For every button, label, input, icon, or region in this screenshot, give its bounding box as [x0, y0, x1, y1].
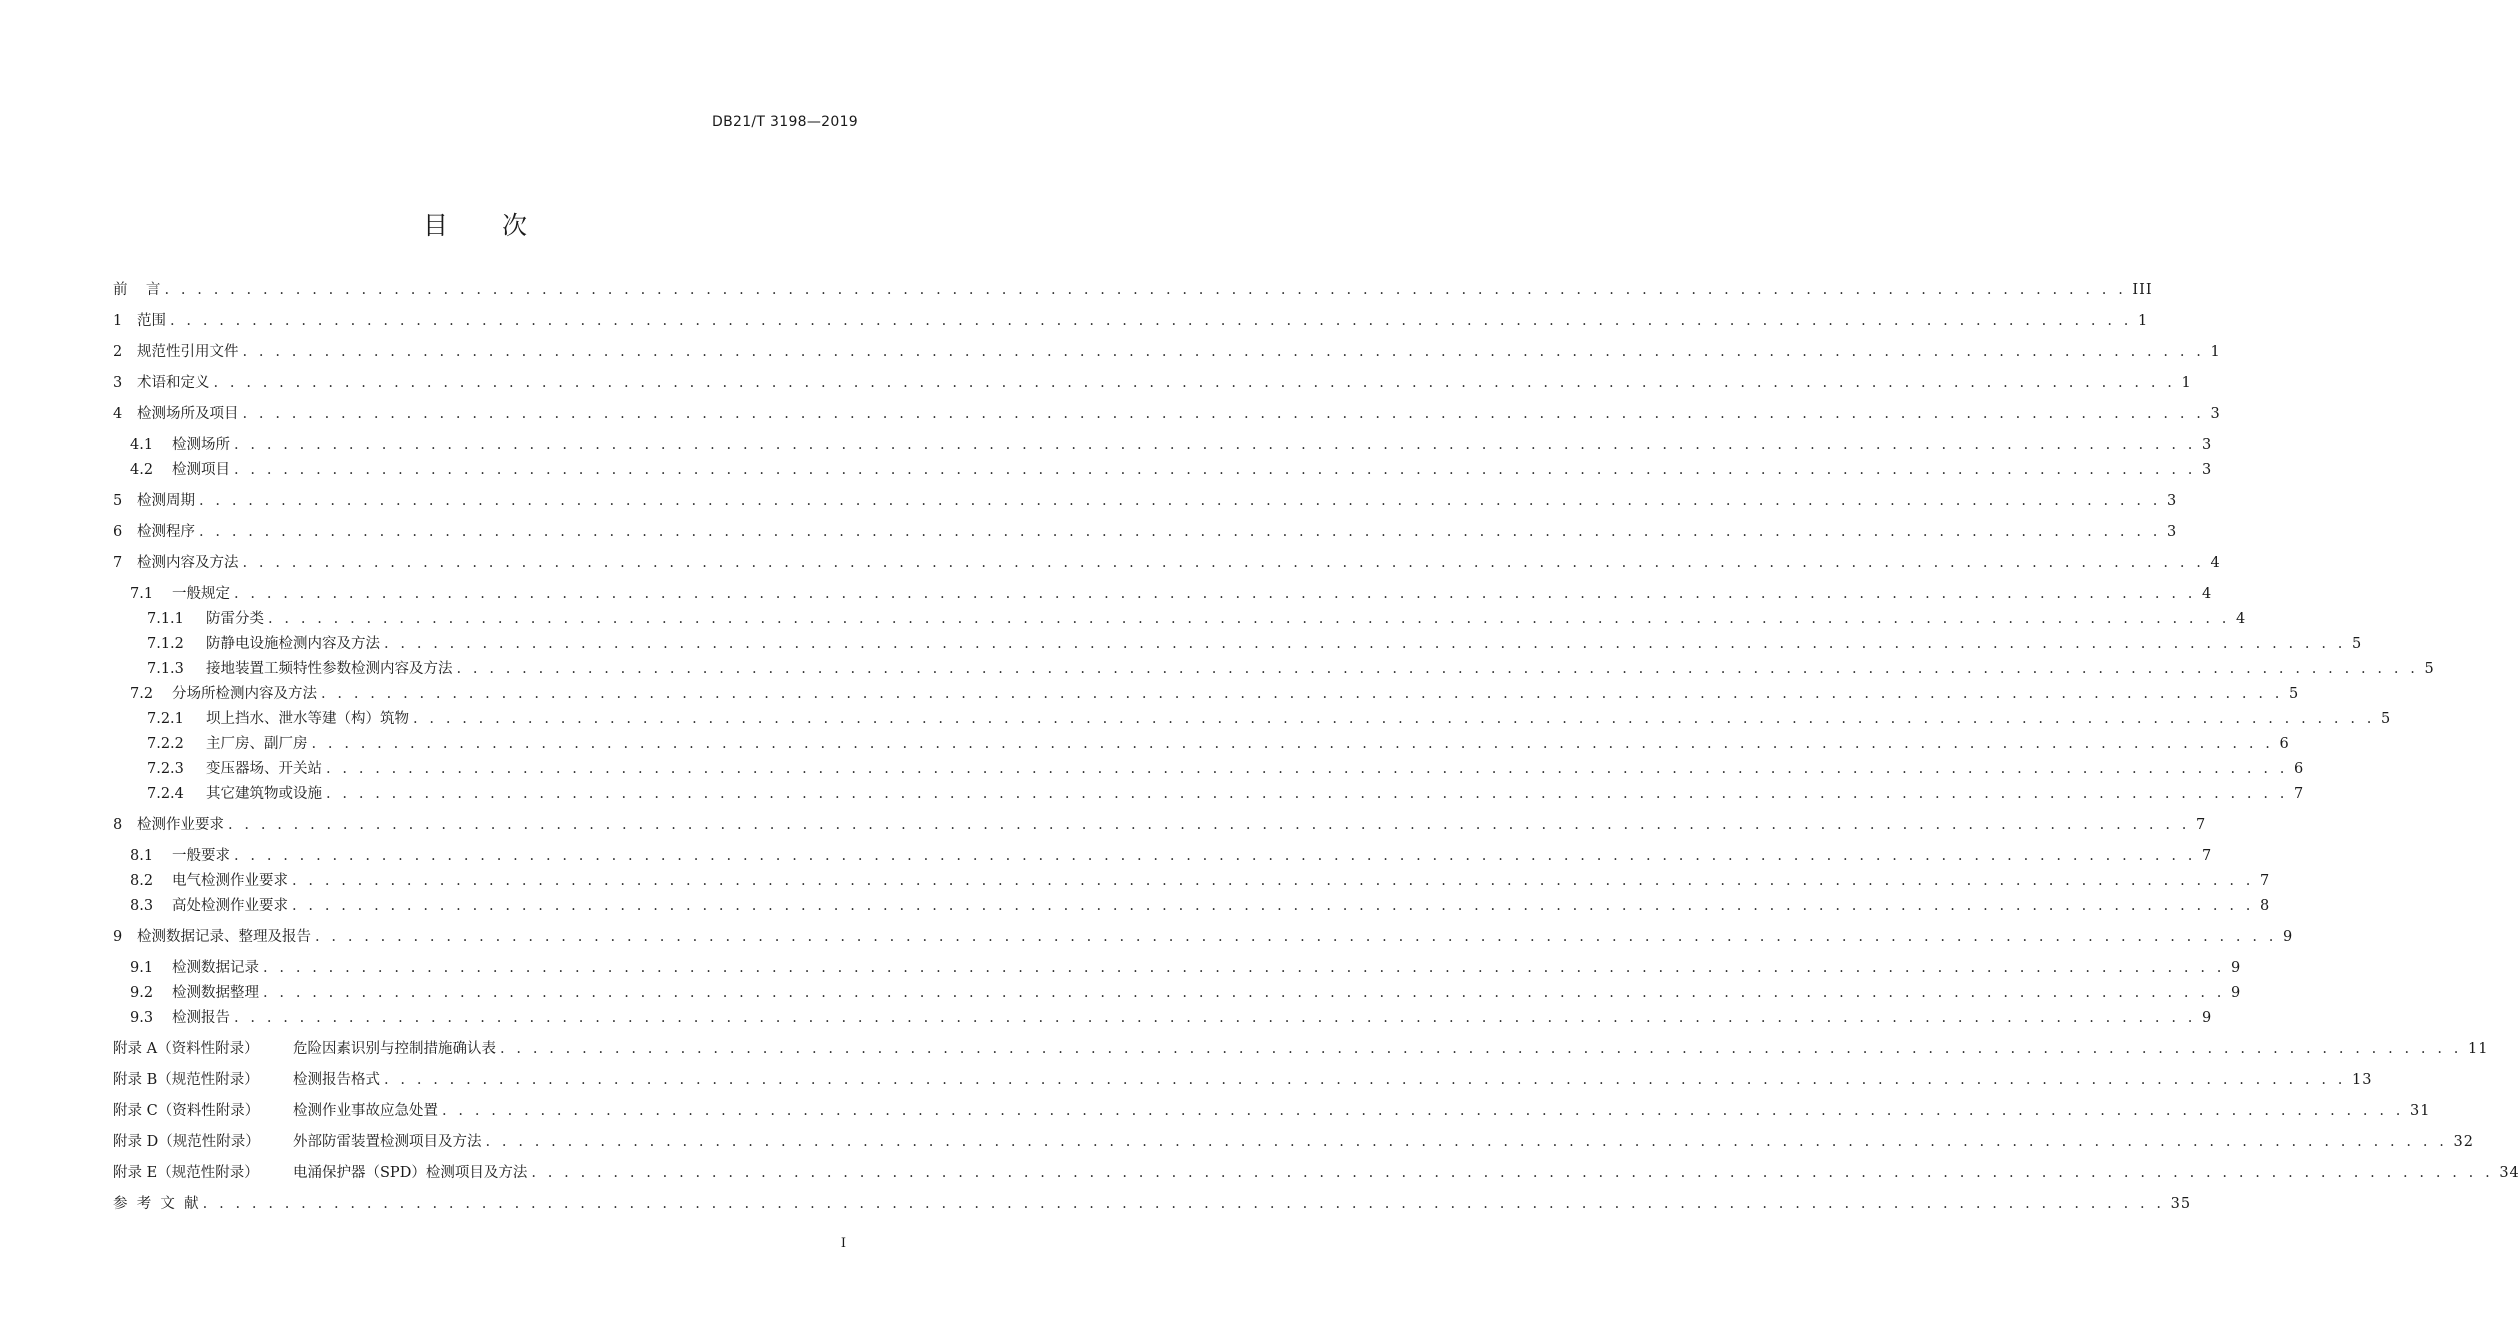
toc-entry-page: 4 [2201, 586, 2213, 602]
toc-entry-number: 8.3 [130, 898, 154, 914]
toc-entry-label: 外部防雷装置检测项目及方法 [293, 1134, 482, 1150]
toc-entry-label: 主厂房、副厂房 [206, 736, 308, 752]
toc-leader-dots: . . . . . . . . . . . . . . . . . . . . . . . . . . . . . . . . . . . . . . . . . . . . . . . . . . . . . . . . . . . . . . . . . . . . . . . . . . . . . . . . . . . . . . . . . . . . . . . . . . . . . . . . . . . . . . . . . . . . . . . . [263, 985, 2225, 1001]
toc-entry[interactable] [113, 402, 2221, 424]
toc-entry-number: 7.2.4 [147, 786, 184, 802]
title-char-1: 目 [423, 211, 449, 240]
toc-entry-label: 其它建筑物或设施 [206, 786, 322, 802]
toc-entry-label: 检测项目 [172, 462, 230, 478]
toc-entry-number: 7 [113, 555, 123, 571]
toc-entry[interactable] [113, 607, 2247, 629]
toc-entry-number: 8.2 [130, 873, 154, 889]
toc-leader-dots: . . . . . . . . . . . . . . . . . . . . . . . . . . . . . . . . . . . . . . . . . . . . . . . . . . . . . . . . . . . . . . . . . . . . . . . . . . . . . . . . . . . . . . . . . . . . . . . . . . . . . . . . . . . . . . . . . . . . . . . . [234, 1010, 2196, 1026]
toc-entry-label: 检测场所 [172, 437, 230, 453]
toc-entry-page: 3 [2201, 462, 2213, 478]
toc-entry-label: 坝上挡水、泄水等建（构）筑物 [206, 711, 409, 727]
toc-entry-number: 3 [113, 375, 123, 391]
toc-entry[interactable] [113, 433, 2213, 455]
toc-entry-number: 附录 B（规范性附录） [113, 1072, 259, 1088]
toc-entry-label: 参 考 文 献 [113, 1196, 199, 1212]
toc-entry-page: 4 [2235, 611, 2247, 627]
toc-entry-number: 9 [113, 929, 123, 945]
toc-entry-label: 检测数据整理 [172, 985, 259, 1001]
toc-entry-label: 检测数据记录、整理及报告 [137, 929, 311, 945]
toc-entry-number: 8 [113, 817, 123, 833]
toc-leader-dots: . . . . . . . . . . . . . . . . . . . . . . . . . . . . . . . . . . . . . . . . . . . . . . . . . . . . . . . . . . . . . . . . . . . . . . . . . . . . . . . . . . . . . . . . . . . . . . . . . . . . . . . . . . . . . . . . . . . . . . . . [199, 524, 2161, 540]
toc-entry-label: 变压器场、开关站 [206, 761, 322, 777]
toc-entry-number: 9.1 [130, 960, 154, 976]
toc-entry-page: 34 [2499, 1165, 2520, 1181]
toc-leader-dots: . . . . . . . . . . . . . . . . . . . . . . . . . . . . . . . . . . . . . . . . . . . . . . . . . . . . . . . . . . . . . . . . . . . . . . . . . . . . . . . . . . . . . . . . . . . . . . . . . . . . . . . . . . . . . . . . . . . . . . . . [315, 929, 2277, 945]
toc-entry-page: 1 [2210, 344, 2221, 360]
toc-entry-number: 8.1 [130, 848, 154, 864]
toc-entry-label: 高处检测作业要求 [172, 898, 288, 914]
toc-entry[interactable] [113, 844, 2213, 866]
toc-entry-number: 9.2 [130, 985, 154, 1001]
toc-entry[interactable] [113, 1192, 2192, 1214]
toc-entry-page: 7 [2201, 848, 2213, 864]
toc-entry[interactable] [113, 981, 2242, 1003]
toc-entry[interactable] [113, 956, 2242, 978]
toc-entry-label: 分场所检测内容及方法 [172, 686, 317, 702]
toc-leader-dots: . . . . . . . . . . . . . . . . . . . . . . . . . . . . . . . . . . . . . . . . . . . . . . . . . . . . . . . . . . . . . . . . . . . . . . . . . . . . . . . . . . . . . . . . . . . . . . . . . . . . . . . . . . . . . . . . . . . . . . . . [326, 786, 2288, 802]
toc-entry-label: 规范性引用文件 [137, 344, 239, 360]
toc-leader-dots: . . . . . . . . . . . . . . . . . . . . . . . . . . . . . . . . . . . . . . . . . . . . . . . . . . . . . . . . . . . . . . . . . . . . . . . . . . . . . . . . . . . . . . . . . . . . . . . . . . . . . . . . . . . . . . . . . . . . . . . . [456, 661, 2419, 677]
toc-entry-page: 9 [2201, 1010, 2213, 1026]
toc-leader-dots: . . . . . . . . . . . . . . . . . . . . . . . . . . . . . . . . . . . . . . . . . . . . . . . . . . . . . . . . . . . . . . . . . . . . . . . . . . . . . . . . . . . . . . . . . . . . . . . . . . . . . . . . . . . . . . . . . . . . . . . . [213, 375, 2176, 391]
toc-leader-dots: . . . . . . . . . . . . . . . . . . . . . . . . . . . . . . . . . . . . . . . . . . . . . . . . . . . . . . . . . . . . . . . . . . . . . . . . . . . . . . . . . . . . . . . . . . . . . . . . . . . . . . . . . . . . . . . . . . . . . . . . [384, 636, 2346, 652]
toc-leader-dots: . . . . . . . . . . . . . . . . . . . . . . . . . . . . . . . . . . . . . . . . . . . . . . . . . . . . . . . . . . . . . . . . . . . . . . . . . . . . . . . . . . . . . . . . . . . . . . . . . . . . . . . . . . . . . . . . . . . . . . . . [413, 711, 2375, 727]
toc-leader-dots: . . . . . . . . . . . . . . . . . . . . . . . . . . . . . . . . . . . . . . . . . . . . . . . . . . . . . . . . . . . . . . . . . . . . . . . . . . . . . . . . . . . . . . . . . . . . . . . . . . . . . . . . . . . . . . . . . . . . . . . . [500, 1041, 2462, 1057]
toc-entry-page: 9 [2230, 960, 2242, 976]
toc-entry[interactable] [113, 925, 2294, 947]
toc-entry-label: 检测作业要求 [137, 817, 224, 833]
standard-code: DB21/T 3198—2019 [712, 114, 858, 130]
toc-entry[interactable] [113, 1130, 2474, 1152]
toc-entry-page: 1 [2181, 375, 2192, 391]
toc-entry-page: III [2132, 282, 2153, 298]
toc-leader-dots: . . . . . . . . . . . . . . . . . . . . . . . . . . . . . . . . . . . . . . . . . . . . . . . . . . . . . . . . . . . . . . . . . . . . . . . . . . . . . . . . . . . . . . . . . . . . . . . . . . . . . . . . . . . . . . . . . . . . . . . . [242, 406, 2205, 422]
toc-entry-label: 检测报告 [172, 1010, 230, 1026]
toc-leader-dots: . . . . . . . . . . . . . . . . . . . . . . . . . . . . . . . . . . . . . . . . . . . . . . . . . . . . . . . . . . . . . . . . . . . . . . . . . . . . . . . . . . . . . . . . . . . . . . . . . . . . . . . . . . . . . . . . . . . . . . . . [292, 873, 2254, 889]
toc-entry-label: 防静电设施检测内容及方法 [206, 636, 380, 652]
toc-entry-label: 一般要求 [172, 848, 230, 864]
toc-leader-dots: . . . . . . . . . . . . . . . . . . . . . . . . . . . . . . . . . . . . . . . . . . . . . . . . . . . . . . . . . . . . . . . . . . . . . . . . . . . . . . . . . . . . . . . . . . . . . . . . . . . . . . . . . . . . . . . . . . . . . . . . [234, 586, 2196, 602]
toc-entry-label: 前 言 [113, 282, 161, 298]
toc-entry[interactable] [113, 1037, 2489, 1059]
toc-entry-page: 3 [2210, 406, 2221, 422]
toc-leader-dots: . . . . . . . . . . . . . . . . . . . . . . . . . . . . . . . . . . . . . . . . . . . . . . . . . . . . . . . . . . . . . . . . . . . . . . . . . . . . . . . . . . . . . . . . . . . . . . . . . . . . . . . . . . . . . . . . . . . . . . . . [234, 848, 2196, 864]
toc-entry-number: 4 [113, 406, 123, 422]
toc-entry-label: 术语和定义 [137, 375, 210, 391]
toc-leader-dots: . . . . . . . . . . . . . . . . . . . . . . . . . . . . . . . . . . . . . . . . . . . . . . . . . . . . . . . . . . . . . . . . . . . . . . . . . . . . . . . . . . . . . . . . . . . . . . . . . . . . . . . . . . . . . . . . . . . . . . . . [242, 344, 2205, 360]
toc-entry-label: 接地装置工频特性参数检测内容及方法 [206, 661, 453, 677]
toc-entry-number: 6 [113, 524, 123, 540]
toc-entry-label: 检测周期 [137, 493, 195, 509]
toc-entry-label: 检测内容及方法 [137, 555, 239, 571]
toc-entry-number: 7.2.2 [147, 736, 184, 752]
toc-entry-number: 附录 D（规范性附录） [113, 1134, 260, 1150]
toc-entry[interactable] [113, 869, 2271, 891]
toc-entry[interactable] [113, 340, 2221, 362]
toc-entry-page: 5 [2351, 636, 2363, 652]
toc-entry[interactable] [113, 707, 2392, 729]
toc-entry-page: 3 [2201, 437, 2213, 453]
toc-entry-page: 32 [2453, 1134, 2474, 1150]
toc-entry[interactable] [113, 489, 2178, 511]
toc-entry-number: 9.3 [130, 1010, 154, 1026]
toc-entry-number: 7.2.3 [147, 761, 184, 777]
toc-entry-page: 6 [2279, 736, 2290, 752]
toc-entry[interactable] [113, 278, 2153, 300]
toc-entry-page: 3 [2166, 493, 2178, 509]
toc-entry[interactable] [113, 582, 2213, 604]
toc-leader-dots: . . . . . . . . . . . . . . . . . . . . . . . . . . . . . . . . . . . . . . . . . . . . . . . . . . . . . . . . . . . . . . . . . . . . . . . . . . . . . . . . . . . . . . . . . . . . . . . . . . . . . . . . . . . . . . . . . . . . . . . . [170, 313, 2132, 329]
toc-entry-page: 9 [2230, 985, 2242, 1001]
toc-leader-dots: . . . . . . . . . . . . . . . . . . . . . . . . . . . . . . . . . . . . . . . . . . . . . . . . . . . . . . . . . . . . . . . . . . . . . . . . . . . . . . . . . . . . . . . . . . . . . . . . . . . . . . . . . . . . . . . . . . . . . . . . [202, 1196, 2165, 1212]
toc-entry-page: 31 [2409, 1103, 2431, 1119]
toc-entry-number: 4.2 [130, 462, 154, 478]
toc-entry-page: 11 [2467, 1041, 2489, 1057]
toc-entry-page: 35 [2170, 1196, 2192, 1212]
toc-entry[interactable] [113, 732, 2290, 754]
toc-leader-dots: . . . . . . . . . . . . . . . . . . . . . . . . . . . . . . . . . . . . . . . . . . . . . . . . . . . . . . . . . . . . . . . . . . . . . . . . . . . . . . . . . . . . . . . . . . . . . . . . . . . . . . . . . . . . . . . . . . . . . . . . [292, 898, 2254, 914]
toc-leader-dots: . . . . . . . . . . . . . . . . . . . . . . . . . . . . . . . . . . . . . . . . . . . . . . . . . . . . . . . . . . . . . . . . . . . . . . . . . . . . . . . . . . . . . . . . . . . . . . . . . . . . . . . . . . . . . . . . . . . . . . . . [164, 282, 2127, 298]
title-char-2: 次 [501, 211, 527, 240]
toc-leader-dots: . . . . . . . . . . . . . . . . . . . . . . . . . . . . . . . . . . . . . . . . . . . . . . . . . . . . . . . . . . . . . . . . . . . . . . . . . . . . . . . . . . . . . . . . . . . . . . . . . . . . . . . . . . . . . . . . . . . . . . . . [228, 817, 2190, 833]
toc-entry-number: 5 [113, 493, 123, 509]
toc-entry-label: 检测报告格式 [293, 1072, 380, 1088]
toc-leader-dots: . . . . . . . . . . . . . . . . . . . . . . . . . . . . . . . . . . . . . . . . . . . . . . . . . . . . . . . . . . . . . . . . . . . . . . . . . . . . . . . . . . . . . . . . . . . . . . . . . . . . . . . . . . . . . . . . . . . . . . . . [326, 761, 2288, 777]
toc-entry-number: 7.1.3 [147, 661, 184, 677]
toc-entry-label: 范围 [137, 313, 166, 329]
toc-entry[interactable] [113, 813, 2207, 835]
toc-entry-number: 7.1.1 [147, 611, 184, 627]
toc-entry-page: 7 [2293, 786, 2305, 802]
toc-entry[interactable] [113, 682, 2300, 704]
toc-entry-page: 6 [2293, 761, 2305, 777]
toc-entry-label: 检测程序 [137, 524, 195, 540]
toc-entry-page: 3 [2166, 524, 2178, 540]
toc-entry[interactable] [113, 1161, 2520, 1183]
toc-entry[interactable] [113, 894, 2271, 916]
toc-leader-dots: . . . . . . . . . . . . . . . . . . . . . . . . . . . . . . . . . . . . . . . . . . . . . . . . . . . . . . . . . . . . . . . . . . . . . . . . . . . . . . . . . . . . . . . . . . . . . . . . . . . . . . . . . . . . . . . . . . . . . . . . [234, 462, 2196, 478]
toc-entry-page: 5 [2288, 686, 2300, 702]
toc-entry-page: 5 [2424, 661, 2435, 677]
toc-entry[interactable] [113, 632, 2363, 654]
toc-entry-label: 检测数据记录 [172, 960, 259, 976]
toc-entry[interactable] [113, 782, 2305, 804]
toc-entry-label: 电涌保护器（SPD）检测项目及方法 [293, 1165, 528, 1181]
toc-entry-label: 防雷分类 [206, 611, 264, 627]
toc-entry-number: 附录 E（规范性附录） [113, 1165, 259, 1181]
toc-entry-page: 1 [2137, 313, 2149, 329]
toc-entry-number: 1 [113, 313, 123, 329]
toc-entry-label: 检测作业事故应急处置 [293, 1103, 438, 1119]
toc-entry-number: 7.2.1 [147, 711, 184, 727]
toc-leader-dots: . . . . . . . . . . . . . . . . . . . . . . . . . . . . . . . . . . . . . . . . . . . . . . . . . . . . . . . . . . . . . . . . . . . . . . . . . . . . . . . . . . . . . . . . . . . . . . . . . . . . . . . . . . . . . . . . . . . . . . . . [268, 611, 2230, 627]
toc-leader-dots: . . . . . . . . . . . . . . . . . . . . . . . . . . . . . . . . . . . . . . . . . . . . . . . . . . . . . . . . . . . . . . . . . . . . . . . . . . . . . . . . . . . . . . . . . . . . . . . . . . . . . . . . . . . . . . . . . . . . . . . . [199, 493, 2161, 509]
toc-entry[interactable] [113, 1099, 2431, 1121]
toc-entry-number: 4.1 [130, 437, 154, 453]
toc-entry-number: 附录 C（资料性附录） [113, 1103, 260, 1119]
toc-leader-dots: . . . . . . . . . . . . . . . . . . . . . . . . . . . . . . . . . . . . . . . . . . . . . . . . . . . . . . . . . . . . . . . . . . . . . . . . . . . . . . . . . . . . . . . . . . . . . . . . . . . . . . . . . . . . . . . . . . . . . . . . [442, 1103, 2404, 1119]
toc-entry-label: 危险因素识别与控制措施确认表 [293, 1041, 496, 1057]
toc-entry-label: 检测场所及项目 [137, 406, 239, 422]
toc-entry[interactable] [113, 551, 2221, 573]
toc-entry[interactable] [113, 1068, 2373, 1090]
toc-entry[interactable] [113, 309, 2149, 331]
toc-entry-page: 7 [2259, 873, 2271, 889]
toc-leader-dots: . . . . . . . . . . . . . . . . . . . . . . . . . . . . . . . . . . . . . . . . . . . . . . . . . . . . . . . . . . . . . . . . . . . . . . . . . . . . . . . . . . . . . . . . . . . . . . . . . . . . . . . . . . . . . . . . . . . . . . . . [242, 555, 2205, 571]
toc-entry-number: 7.2 [130, 686, 154, 702]
toc-entry-number: 7.1 [130, 586, 154, 602]
toc-entry[interactable] [113, 458, 2213, 480]
toc-entry-number: 2 [113, 344, 123, 360]
toc-entry-page: 13 [2351, 1072, 2373, 1088]
toc-leader-dots: . . . . . . . . . . . . . . . . . . . . . . . . . . . . . . . . . . . . . . . . . . . . . . . . . . . . . . . . . . . . . . . . . . . . . . . . . . . . . . . . . . . . . . . . . . . . . . . . . . . . . . . . . . . . . . . . . . . . . . . . [263, 960, 2225, 976]
toc-entry[interactable] [113, 520, 2178, 542]
toc-entry-page: 9 [2282, 929, 2294, 945]
page-number: I [840, 1236, 846, 1251]
toc-entry-page: 8 [2259, 898, 2271, 914]
toc-leader-dots: . . . . . . . . . . . . . . . . . . . . . . . . . . . . . . . . . . . . . . . . . . . . . . . . . . . . . . . . . . . . . . . . . . . . . . . . . . . . . . . . . . . . . . . . . . . . . . . . . . . . . . . . . . . . . . . . . . . . . . . . [485, 1134, 2448, 1150]
toc-entry[interactable] [113, 657, 2435, 679]
toc-entry-label: 电气检测作业要求 [172, 873, 288, 889]
toc-entry[interactable] [113, 371, 2192, 393]
toc-entry[interactable] [113, 757, 2305, 779]
toc-leader-dots: . . . . . . . . . . . . . . . . . . . . . . . . . . . . . . . . . . . . . . . . . . . . . . . . . . . . . . . . . . . . . . . . . . . . . . . . . . . . . . . . . . . . . . . . . . . . . . . . . . . . . . . . . . . . . . . . . . . . . . . . [321, 686, 2283, 702]
toc-leader-dots: . . . . . . . . . . . . . . . . . . . . . . . . . . . . . . . . . . . . . . . . . . . . . . . . . . . . . . . . . . . . . . . . . . . . . . . . . . . . . . . . . . . . . . . . . . . . . . . . . . . . . . . . . . . . . . . . . . . . . . . . [234, 437, 2196, 453]
page-title [0, 206, 950, 242]
toc-entry-page: 4 [2210, 555, 2221, 571]
toc-entry-number: 7.1.2 [147, 636, 184, 652]
toc-entry-page: 7 [2195, 817, 2207, 833]
toc-leader-dots: . . . . . . . . . . . . . . . . . . . . . . . . . . . . . . . . . . . . . . . . . . . . . . . . . . . . . . . . . . . . . . . . . . . . . . . . . . . . . . . . . . . . . . . . . . . . . . . . . . . . . . . . . . . . . . . . . . . . . . . . [311, 736, 2274, 752]
toc-entry-number: 附录 A（资料性附录） [113, 1041, 259, 1057]
toc-entry[interactable] [113, 1006, 2213, 1028]
toc-leader-dots: . . . . . . . . . . . . . . . . . . . . . . . . . . . . . . . . . . . . . . . . . . . . . . . . . . . . . . . . . . . . . . . . . . . . . . . . . . . . . . . . . . . . . . . . . . . . . . . . . . . . . . . . . . . . . . . . . . . . . . . . [384, 1072, 2346, 1088]
toc-entry-page: 5 [2380, 711, 2392, 727]
toc-leader-dots: . . . . . . . . . . . . . . . . . . . . . . . . . . . . . . . . . . . . . . . . . . . . . . . . . . . . . . . . . . . . . . . . . . . . . . . . . . . . . . . . . . . . . . . . . . . . . . . . . . . . . . . . . . . . . . . . . . . . . . . . [531, 1165, 2494, 1181]
toc-entry-label: 一般规定 [172, 586, 230, 602]
